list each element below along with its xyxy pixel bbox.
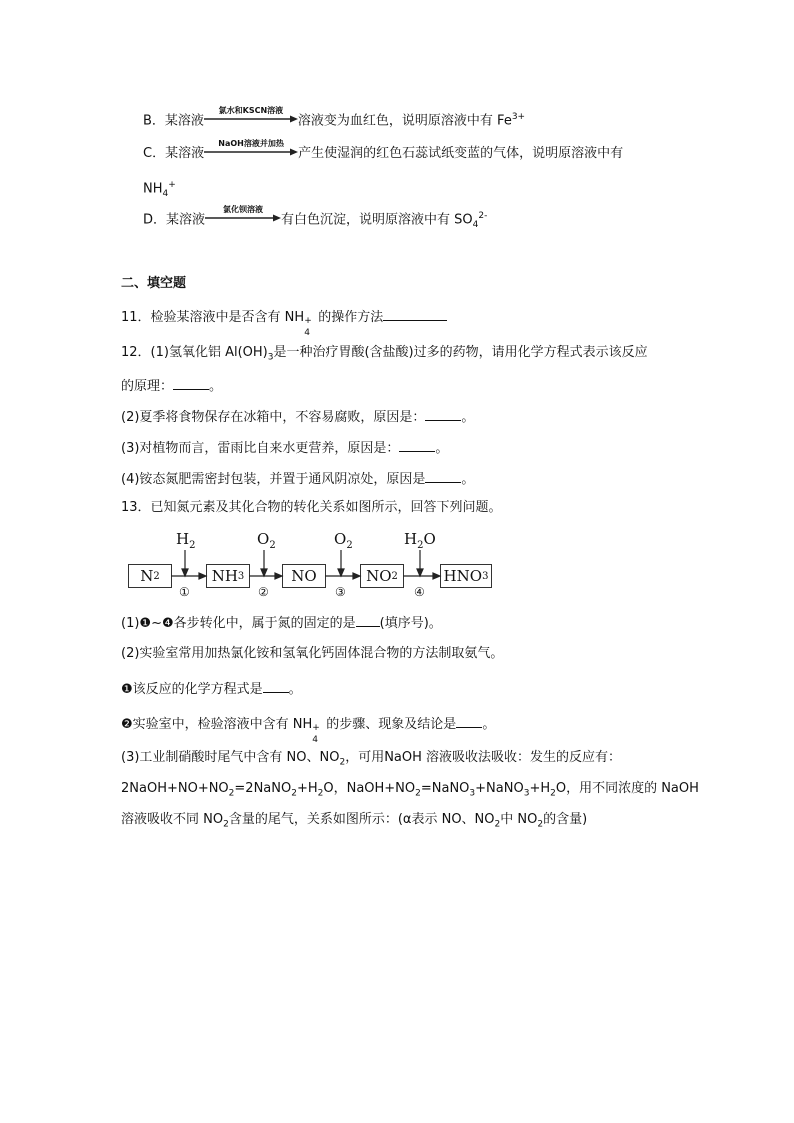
reaction-arrow bbox=[204, 106, 298, 124]
question-11 bbox=[121, 306, 447, 338]
option-d-prefix: D．某溶液 bbox=[143, 212, 206, 228]
answer-blank[interactable] bbox=[356, 612, 380, 627]
reaction-arrow bbox=[205, 205, 281, 223]
superscript: + bbox=[304, 316, 312, 326]
question-12-part2 bbox=[121, 406, 474, 427]
arrow-label: 氯水和KSCN溶液 bbox=[218, 106, 284, 116]
question-12-part3 bbox=[121, 437, 448, 458]
answer-blank[interactable] bbox=[263, 678, 289, 693]
answer-blank[interactable] bbox=[173, 375, 209, 390]
answer-blank[interactable] bbox=[399, 437, 435, 452]
reaction-equations: $2NaOH+NO+NO_2=2NaNO_2+H_2O$，$NaOH+NO_2=NaNO_3+NaNO_3+H_2O$，用不同浓度的 NaOH bbox=[121, 781, 699, 799]
q12-text: 的原理： bbox=[121, 379, 174, 394]
q13-part2a-text: 该反应的化学方程式是 bbox=[132, 682, 263, 697]
step-number: ② bbox=[258, 585, 269, 599]
answer-blank[interactable] bbox=[425, 406, 461, 421]
circled-number: ❶ bbox=[121, 682, 133, 697]
option-b-prefix: B．某溶液 bbox=[143, 113, 204, 129]
subscript: 4 bbox=[304, 328, 310, 338]
period: 。 bbox=[435, 441, 449, 456]
reagent-label: $O_2$ bbox=[257, 530, 276, 551]
q12-text: 12．(1)氢氧化铝 Al(OH) bbox=[121, 345, 268, 360]
section-heading: 二、填空题 bbox=[121, 276, 187, 291]
part-number: (1) bbox=[121, 616, 140, 631]
circled-number: ❹ bbox=[161, 616, 174, 631]
answer-blank[interactable] bbox=[425, 468, 461, 483]
question-13-part2: (2)实验室常用加热氯化铵和氢氧化钙固体混合物的方法制取氨气。 bbox=[121, 646, 504, 661]
subscript: 4 bbox=[472, 219, 479, 230]
compound-box: NH 3 bbox=[206, 564, 250, 588]
compound-box: HNO 3 bbox=[440, 564, 492, 588]
question-13-part2b bbox=[121, 713, 496, 745]
subscript: 4 bbox=[162, 188, 169, 199]
q13-part2b-text: 实验室中，检验溶液中含有 NH bbox=[132, 717, 313, 732]
answer-blank[interactable] bbox=[383, 306, 447, 321]
q12-text-rest: 是一种治疗胃酸(含盐酸)过多的药物，请用化学方程式表示该反应 bbox=[273, 345, 648, 360]
q13-part1-text: 各步转化中，属于氮的固定的是 bbox=[173, 616, 356, 631]
period: 。 bbox=[209, 379, 223, 394]
circled-number: ❶ bbox=[139, 616, 152, 631]
compound-box: N 2 bbox=[128, 564, 172, 588]
option-b bbox=[143, 108, 525, 130]
ion-formula: NH bbox=[143, 181, 163, 197]
question-13-intro: 13．已知氮元素及其化合物的转化关系如图所示，回答下列问题。 bbox=[121, 500, 502, 515]
question-13-part2a bbox=[121, 678, 302, 699]
option-c-prefix: C．某溶液 bbox=[143, 146, 205, 161]
q12-part2-text: (2)夏季将食物保存在冰箱中，不容易腐败，原因是： bbox=[121, 410, 426, 425]
step-number: ④ bbox=[414, 585, 425, 599]
arrow-label: 氯化钡溶液 bbox=[223, 205, 264, 215]
nitrogen-conversion-diagram bbox=[128, 530, 498, 600]
q13-part1-hint: (填序号)。 bbox=[379, 616, 442, 631]
q11-text: 11．检验某溶液中是否含有 NH bbox=[121, 310, 305, 325]
question-12-line1 bbox=[121, 344, 648, 367]
q12-part3-text: (3)对植物而言，雷雨比自来水更营养，原因是： bbox=[121, 441, 400, 456]
reagent-label: $O_2$ bbox=[334, 530, 353, 551]
compound-box: NO 2 bbox=[360, 564, 404, 588]
option-c bbox=[143, 139, 624, 163]
period: 。 bbox=[461, 472, 475, 487]
period: 。 bbox=[482, 717, 496, 732]
option-c-text: 产生使湿润的红色石蕊试纸变蓝的气体，说明原溶液中有 bbox=[298, 146, 624, 161]
question-13-part3-cont: 溶液吸收不同 $NO_2$含量的尾气，关系如图所示：(α表示 NO、$NO_2$中 $NO_2$的含量) bbox=[121, 812, 588, 830]
option-c-line2 bbox=[143, 176, 176, 203]
superscript: 2- bbox=[478, 211, 488, 221]
subscript: 3 bbox=[267, 352, 274, 363]
q12-part4-text: (4)铵态氮肥需密封包装，并置于通风阴凉处，原因是 bbox=[121, 472, 426, 487]
question-13-part1 bbox=[121, 612, 442, 633]
period: 。 bbox=[461, 410, 475, 425]
reaction-arrow bbox=[204, 139, 298, 157]
superscript: + bbox=[168, 180, 176, 190]
q13-part2b-rest: 的步骤、现象及结论是 bbox=[326, 717, 457, 732]
tilde: ~ bbox=[151, 616, 162, 631]
option-d-text: 有白色沉淀，说明原溶液中有 SO bbox=[281, 212, 473, 228]
compound-box: NO bbox=[282, 564, 326, 588]
reagent-label: $H_2$ bbox=[176, 530, 196, 551]
step-number: ① bbox=[179, 585, 190, 599]
circled-number: ❷ bbox=[121, 717, 133, 732]
step-number: ③ bbox=[335, 585, 346, 599]
option-d bbox=[143, 207, 487, 234]
arrow-label: NaOH溶液并加热 bbox=[218, 139, 284, 148]
question-12-part4 bbox=[121, 468, 474, 489]
question-13-part3: (3)工业制硝酸时尾气中含有 NO、$NO_2$，可用NaOH 溶液吸收法吸收：发生的反应有： bbox=[121, 750, 622, 768]
answer-blank[interactable] bbox=[456, 713, 482, 728]
option-b-text: 溶液变为血红色，说明原溶液中有 Fe bbox=[297, 113, 512, 129]
subscript: 4 bbox=[312, 735, 319, 745]
question-12-line2 bbox=[121, 375, 222, 396]
superscript: 3+ bbox=[511, 112, 526, 122]
reagent-label: $H_2O$ bbox=[404, 530, 436, 551]
period: 。 bbox=[288, 682, 302, 697]
q11-rest: 的操作方法 bbox=[318, 310, 384, 325]
superscript: + bbox=[312, 723, 320, 733]
